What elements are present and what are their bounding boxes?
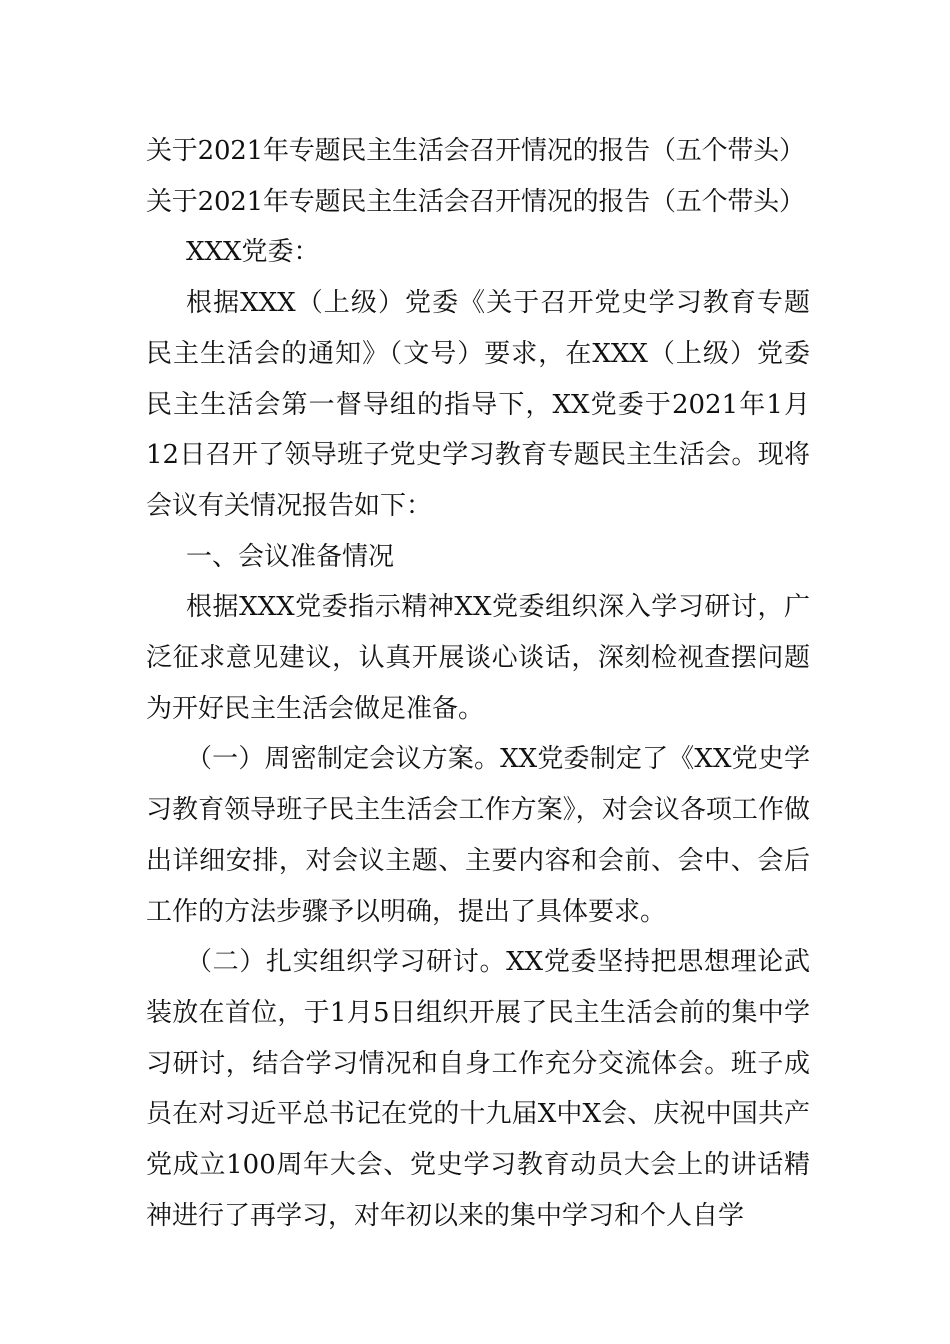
paragraph-study-research: （二）扎实组织学习研讨。XX党委坚持把思想理论武装放在首位，于1月5日组织开展了民主生活会前的集中学习研讨，结合学习情况和自身工作充分交流体会。班子成员在对习近平总书记在党的十九届X中X会、庆祝中国共产党成立100周年大会、党史学习教育动员大会上的讲话精神进行了再学习，对年初以来的集中学习和个人自学 <box>146 947 810 1231</box>
report-title-line-1: 关于2021年专题民主生活会召开情况的报告（五个带头） <box>146 136 805 166</box>
paragraph-intro: 根据XXX（上级）党委《关于召开党史学习教育专题民主生活会的通知》（文号）要求，在XXX（上级）党委民主生活会第一督导组的指导下，XX党委于2021年1月12日召开了领导班子党史学习教育专题民主生活会。现将会议有关情况报告如下： <box>146 288 810 521</box>
document-body <box>146 126 810 1241</box>
salutation: XXX党委： <box>186 237 320 268</box>
paragraph-meeting-plan: （一）周密制定会议方案。XX党委制定了《XX党史学习教育领导班子民主生活会工作方案》，对会议各项工作做出详细安排，对会议主题、主要内容和会前、会中、会后工作的方法步骤予以明确，提出了具体要求。 <box>146 744 810 927</box>
section-heading-preparation: 一、会议准备情况 <box>186 541 395 572</box>
report-title-line-2: 关于2021年专题民主生活会召开情况的报告（五个带头） <box>146 186 805 217</box>
paragraph-preparation: 根据XXX党委指示精神XX党委组织深入学习研讨，广泛征求意见建议，认真开展谈心谈话，深刻检视查摆问题为开好民主生活会做足准备。 <box>146 592 810 724</box>
